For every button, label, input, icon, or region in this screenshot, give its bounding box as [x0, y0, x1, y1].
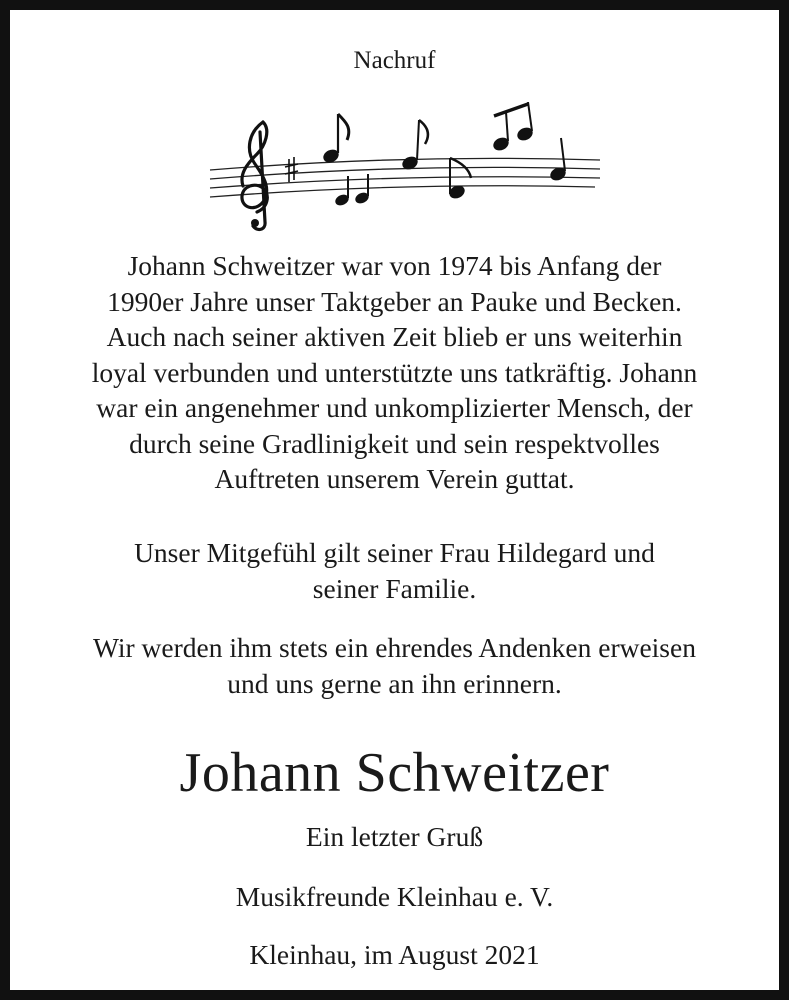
notice-heading: Nachruf [353, 47, 436, 74]
music-notes-icon [205, 102, 605, 232]
place-and-date: Kleinhau, im August 2021 [249, 939, 540, 970]
tribute-paragraph: Johann Schweitzer war von 1974 bis Anfang der 1990er Jahre unser Taktgeber an Pauke und Becken. Auch nach seiner aktiven Zeit blieb er uns weiterhin loyal verbunden und unterstützte uns tatkräftig. Johann war ein angenehmer und unkomplizierter Mensch, der durch seine Gradlinigkeit und sein respektvolles Auftreten unserem Verein guttat. [91, 250, 698, 494]
deceased-name: Johann Schweitzer [179, 742, 610, 804]
organization-name: Musikfreunde Kleinhau e. V. [235, 881, 554, 912]
remembrance-paragraph: Wir werden ihm stets ein ehrendes Andenken erweisen und uns gerne an ihn erinnern. [93, 632, 696, 699]
farewell-line: Ein letzter Gruß [305, 821, 484, 852]
condolence-paragraph: Unser Mitgefühl gilt seiner Frau Hildegard und seiner Familie. [134, 537, 655, 604]
